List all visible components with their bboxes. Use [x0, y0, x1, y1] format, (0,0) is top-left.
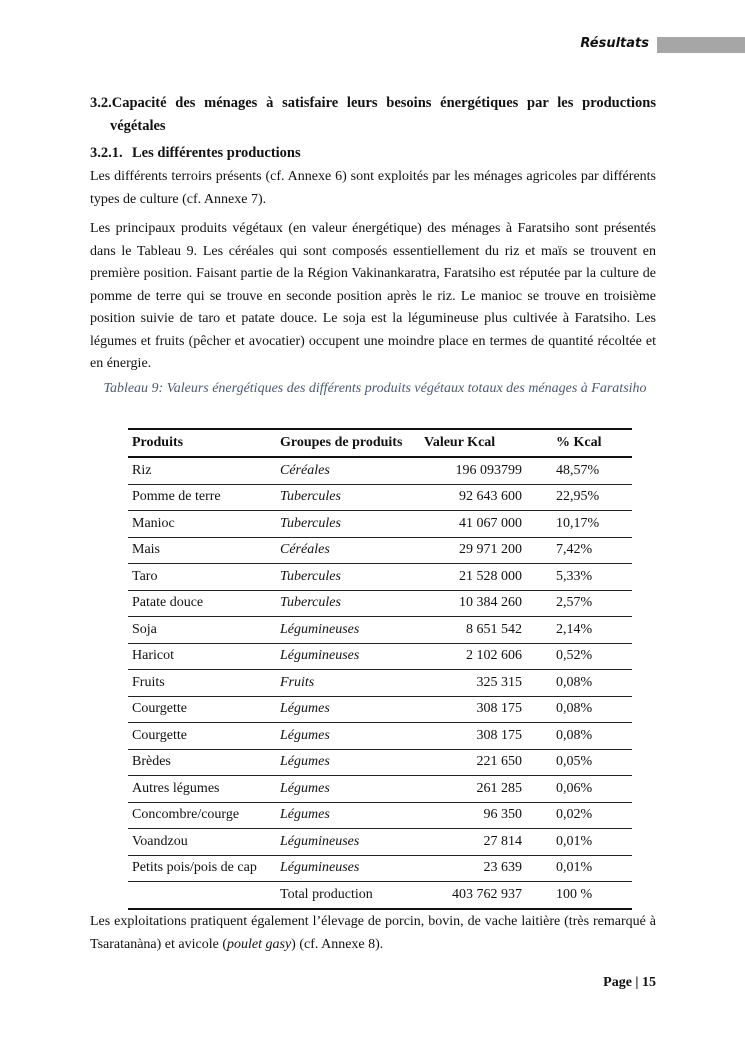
section-heading-cont: végétales — [110, 118, 166, 134]
kcal-cell: 261 285 — [420, 776, 552, 803]
percent-cell: 0,06% — [552, 776, 632, 803]
kcal-cell: 308 175 — [420, 723, 552, 750]
product-cell: Petits pois/pois de cap — [128, 855, 276, 882]
group-cell: Tubercules — [276, 511, 420, 538]
page-footer — [603, 975, 656, 991]
percent-cell: 0,08% — [552, 696, 632, 723]
col-header: Produits — [128, 429, 276, 457]
table-caption: Tableau 9: Valeurs énergétiques des différents produits végétaux totaux des ménages à Faratsiho — [103, 381, 647, 396]
table-row — [128, 749, 632, 776]
kcal-cell: 10 384 260 — [420, 590, 552, 617]
kcal-cell: 221 650 — [420, 749, 552, 776]
table-row — [128, 776, 632, 803]
group-cell: Légumes — [276, 749, 420, 776]
percent-cell: 0,01% — [552, 829, 632, 856]
table-row — [128, 484, 632, 511]
table-row — [128, 457, 632, 484]
group-cell: Tubercules — [276, 590, 420, 617]
product-cell: Courgette — [128, 723, 276, 750]
table-row — [128, 564, 632, 591]
kcal-cell: 196 093799 — [420, 457, 552, 484]
kcal-cell: 27 814 — [420, 829, 552, 856]
subsection-heading — [90, 145, 301, 162]
text: Les exploitations pratiquent également l’élevage de porcin, bovin, de vache laitière (très remarqué à Tsaratanàna) et avicole ( — [90, 914, 656, 952]
kcal-cell: 23 639 — [420, 855, 552, 882]
percent-cell: 0,08% — [552, 670, 632, 697]
percent-cell: 48,57% — [552, 457, 632, 484]
percent-cell: 5,33% — [552, 564, 632, 591]
group-cell: Légumineuses — [276, 617, 420, 644]
table-row — [128, 617, 632, 644]
group-cell: Fruits — [276, 670, 420, 697]
group-cell: Légumes — [276, 696, 420, 723]
percent-cell: 22,95% — [552, 484, 632, 511]
paragraph-3 — [90, 911, 656, 956]
paragraph-2: Les principaux produits végétaux (en valeur énergétique) des ménages à Faratsiho sont présentés dans le Tableau 9. Les céréales qui sont composés essentiellement du riz et maïs se trouvent en première position. Faisant partie de la Région Vakinankaratra, Faratsiho est réputée par la culture de pomme de terre qui se trouve en seconde position après le riz. Le manioc se trouve en troisième position suivie de taro et patate douce. Le soja est la légumineuse plus cultivée à Faratsiho. Les légumes et fruits (pêcher et avocatier) occupent une moindre place en termes de quantité récoltée et en énergie. — [90, 221, 656, 371]
product-cell: Brèdes — [128, 749, 276, 776]
col-header: % Kcal — [552, 429, 632, 457]
table-row — [128, 590, 632, 617]
product-cell: Pomme de terre — [128, 484, 276, 511]
paragraph-1: Les différents terroirs présents (cf. Annexe 6) sont exploités par les ménages agricoles par différents types de culture (cf. Annexe 7). — [90, 169, 656, 207]
product-cell: Patate douce — [128, 590, 276, 617]
kcal-cell: 2 102 606 — [420, 643, 552, 670]
group-cell: Légumineuses — [276, 643, 420, 670]
group-cell: Céréales — [276, 537, 420, 564]
kcal-cell: 8 651 542 — [420, 617, 552, 644]
product-cell: Mais — [128, 537, 276, 564]
text: ) (cf. Annexe 8). — [291, 936, 384, 952]
percent-cell: 2,14% — [552, 617, 632, 644]
percent-cell: 0,08% — [552, 723, 632, 750]
group-cell: Légumes — [276, 776, 420, 803]
product-cell — [128, 882, 276, 909]
product-cell: Concombre/courge — [128, 802, 276, 829]
group-cell: Légumes — [276, 802, 420, 829]
group-cell: Légumineuses — [276, 829, 420, 856]
percent-cell: 100 % — [552, 882, 632, 909]
group-cell: Tubercules — [276, 484, 420, 511]
table-row — [128, 855, 632, 882]
page-label: Page | — [603, 975, 639, 990]
kcal-cell: 403 762 937 — [420, 882, 552, 909]
product-cell: Taro — [128, 564, 276, 591]
energy-table — [128, 428, 632, 910]
subsection-number: 3.2.1. — [90, 145, 123, 161]
kcal-cell: 92 643 600 — [420, 484, 552, 511]
page-number: 15 — [642, 975, 656, 990]
kcal-cell: 308 175 — [420, 696, 552, 723]
percent-cell: 2,57% — [552, 590, 632, 617]
group-cell: Total production — [276, 882, 420, 909]
product-cell: Autres légumes — [128, 776, 276, 803]
product-cell: Soja — [128, 617, 276, 644]
section-heading: 3.2.Capacité des ménages à satisfaire leurs besoins énergétiques par les productions — [90, 95, 656, 111]
kcal-cell: 325 315 — [420, 670, 552, 697]
percent-cell: 7,42% — [552, 537, 632, 564]
product-cell: Riz — [128, 457, 276, 484]
kcal-cell: 96 350 — [420, 802, 552, 829]
product-cell: Manioc — [128, 511, 276, 538]
group-cell: Céréales — [276, 457, 420, 484]
table-header-row — [128, 429, 632, 457]
italic-text: poulet gasy — [227, 936, 292, 952]
kcal-cell: 29 971 200 — [420, 537, 552, 564]
percent-cell: 0,01% — [552, 855, 632, 882]
section-header: Résultats — [580, 36, 649, 51]
col-header: Groupes de produits — [276, 429, 420, 457]
group-cell: Légumineuses — [276, 855, 420, 882]
group-cell: Légumes — [276, 723, 420, 750]
product-cell: Haricot — [128, 643, 276, 670]
percent-cell: 0,05% — [552, 749, 632, 776]
percent-cell: 10,17% — [552, 511, 632, 538]
table-row — [128, 670, 632, 697]
kcal-cell: 21 528 000 — [420, 564, 552, 591]
percent-cell: 0,02% — [552, 802, 632, 829]
group-cell: Tubercules — [276, 564, 420, 591]
table-row — [128, 537, 632, 564]
table-row — [128, 829, 632, 856]
product-cell: Voandzou — [128, 829, 276, 856]
percent-cell: 0,52% — [552, 643, 632, 670]
subsection-title: Les différentes productions — [132, 145, 301, 161]
table-row — [128, 802, 632, 829]
product-cell: Fruits — [128, 670, 276, 697]
col-header: Valeur Kcal — [420, 429, 552, 457]
table-row — [128, 696, 632, 723]
table-row — [128, 643, 632, 670]
table-row — [128, 511, 632, 538]
table-total-row — [128, 882, 632, 909]
header-bar — [657, 37, 745, 53]
product-cell: Courgette — [128, 696, 276, 723]
kcal-cell: 41 067 000 — [420, 511, 552, 538]
table-row — [128, 723, 632, 750]
